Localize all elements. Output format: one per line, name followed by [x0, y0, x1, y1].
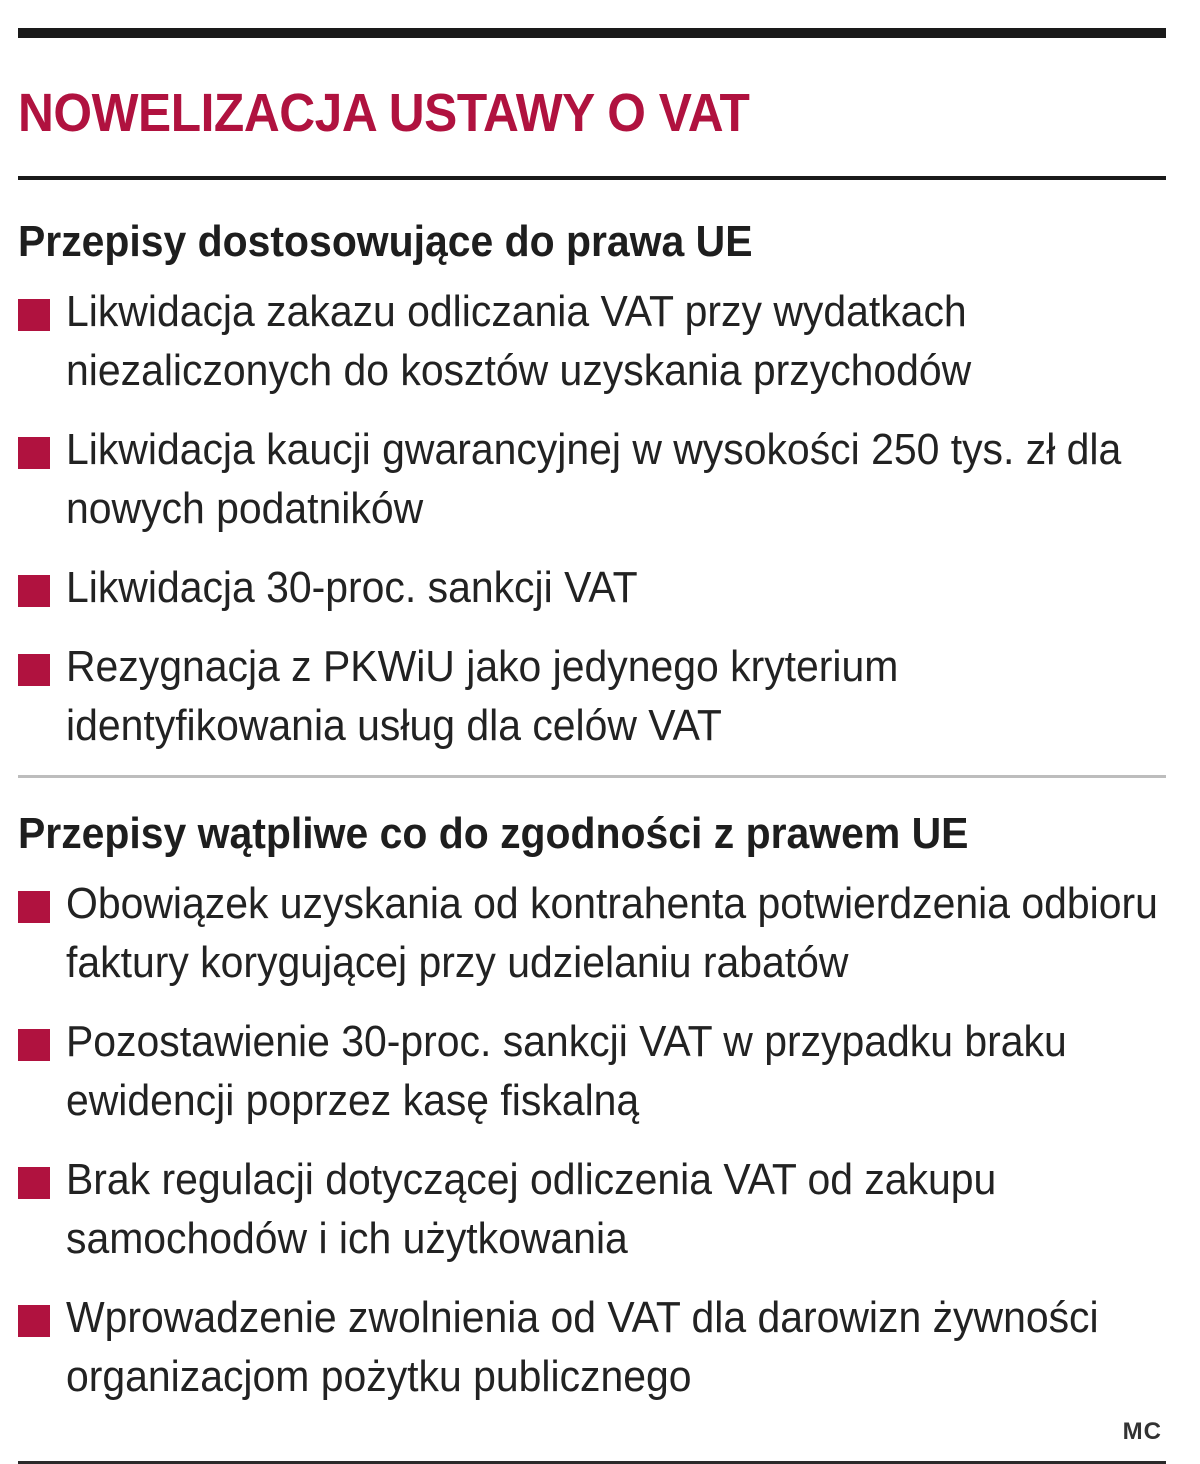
- square-bullet-icon: [18, 1167, 50, 1199]
- square-bullet-icon: [18, 891, 50, 923]
- list-item: [18, 874, 1166, 992]
- list-item: [18, 558, 1166, 617]
- section-heading: Przepisy dostosowujące do prawa UE: [18, 217, 753, 266]
- item-text: Pozostawienie 30-proc. sankcji VAT w przypadku braku ewidencji poprzez kasę fiskalną: [66, 1017, 1067, 1125]
- square-bullet-icon: [18, 1305, 50, 1337]
- square-bullet-icon: [18, 437, 50, 469]
- item-text: Brak regulacji dotyczącej odliczenia VAT od zakupu samochodów i ich użytkowania: [66, 1155, 997, 1263]
- section-heading: Przepisy wątpliwe co do zgodności z prawem UE: [18, 809, 969, 858]
- author-credit: MC: [1122, 1418, 1162, 1445]
- top-rule: [18, 28, 1166, 38]
- section-eu-doubtful: [18, 806, 1166, 1406]
- list-item: [18, 420, 1166, 538]
- item-text: Wprowadzenie zwolnienia od VAT dla darowizn żywności organizacjom pożytku publicznego: [66, 1293, 1099, 1401]
- list-item: [18, 1288, 1166, 1406]
- list-item: [18, 637, 1166, 755]
- item-text: Likwidacja kaucji gwarancyjnej w wysokości 250 tys. zł dla nowych podatników: [66, 425, 1122, 533]
- footer: [18, 1418, 1166, 1464]
- list-item: [18, 282, 1166, 400]
- item-text: Likwidacja zakazu odliczania VAT przy wydatkach niezaliczonych do kosztów uzyskania przychodów: [66, 287, 972, 395]
- section-divider: [18, 775, 1166, 778]
- title-divider: [18, 176, 1166, 180]
- square-bullet-icon: [18, 1029, 50, 1061]
- item-list: [18, 282, 1166, 755]
- item-text: Obowiązek uzyskania od kontrahenta potwierdzenia odbioru faktury korygującej przy udzielaniu rabatów: [66, 879, 1158, 987]
- list-item: [18, 1012, 1166, 1130]
- infobox: [18, 28, 1166, 1464]
- list-item: [18, 1150, 1166, 1268]
- page-title: NOWELIZACJA USTAWY O VAT: [18, 83, 750, 143]
- item-list: [18, 874, 1166, 1406]
- section-eu-compliant: [18, 214, 1166, 755]
- square-bullet-icon: [18, 299, 50, 331]
- square-bullet-icon: [18, 575, 50, 607]
- square-bullet-icon: [18, 654, 50, 686]
- item-text: Rezygnacja z PKWiU jako jedynego kryterium identyfikowania usług dla celów VAT: [66, 642, 899, 750]
- item-text: Likwidacja 30-proc. sankcji VAT: [66, 563, 638, 612]
